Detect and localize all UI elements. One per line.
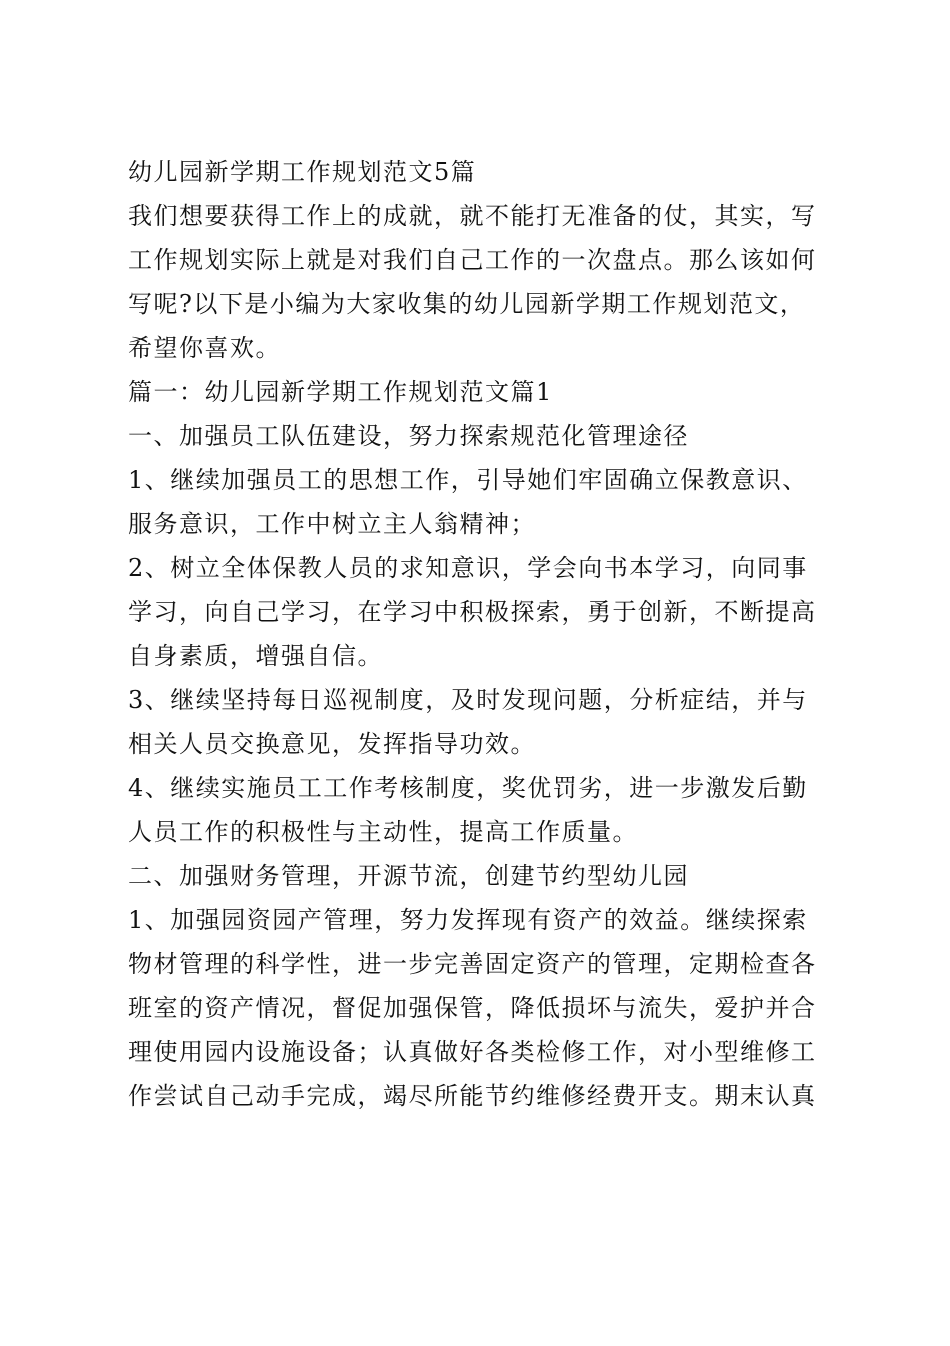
text-line: 服务意识，工作中树立主人翁精神；: [128, 510, 536, 538]
text-line: 工作规划实际上就是对我们自己工作的一次盘点。那么该如何: [128, 246, 817, 274]
section-heading: 二、加强财务管理，开源节流，创建节约型幼儿园: [128, 862, 689, 890]
text-line: 1、加强园资园产管理，努力发挥现有资产的效益。继续探索: [128, 906, 808, 934]
text-line: 自身素质，增强自信。: [128, 642, 383, 670]
text-line: 班室的资产情况，督促加强保管，降低损坏与流失，爱护并合: [128, 994, 817, 1022]
text-line: 希望你喜欢。: [128, 334, 281, 362]
text-line: 理使用园内设施设备；认真做好各类检修工作，对小型维修工: [128, 1038, 817, 1066]
text-line: 2、树立全体保教人员的求知意识，学会向书本学习，向同事: [128, 554, 808, 582]
text-line: 人员工作的积极性与主动性，提高工作质量。: [128, 818, 638, 846]
text-line: 物材管理的科学性，进一步完善固定资产的管理，定期检查各: [128, 950, 817, 978]
document-title: 幼儿园新学期工作规划范文5篇: [128, 158, 477, 186]
text-line: 写呢?以下是小编为大家收集的幼儿园新学期工作规划范文，: [128, 290, 806, 318]
text-line: 相关人员交换意见，发挥指导功效。: [128, 730, 536, 758]
text-line: 1、继续加强员工的思想工作，引导她们牢固确立保教意识、: [128, 466, 808, 494]
text-line: 学习，向自己学习，在学习中积极探索，勇于创新，不断提高: [128, 598, 817, 626]
document-page: [128, 150, 828, 1118]
section-heading: 篇一：幼儿园新学期工作规划范文篇1: [128, 378, 553, 406]
text-line: 我们想要获得工作上的成就，就不能打无准备的仗，其实，写: [128, 202, 817, 230]
text-line: 作尝试自己动手完成，竭尽所能节约维修经费开支。期末认真: [128, 1082, 817, 1110]
text-line: 4、继续实施员工工作考核制度，奖优罚劣，进一步激发后勤: [128, 774, 808, 802]
section-heading: 一、加强员工队伍建设，努力探索规范化管理途径: [128, 422, 689, 450]
text-line: 3、继续坚持每日巡视制度，及时发现问题，分析症结，并与: [128, 686, 808, 714]
